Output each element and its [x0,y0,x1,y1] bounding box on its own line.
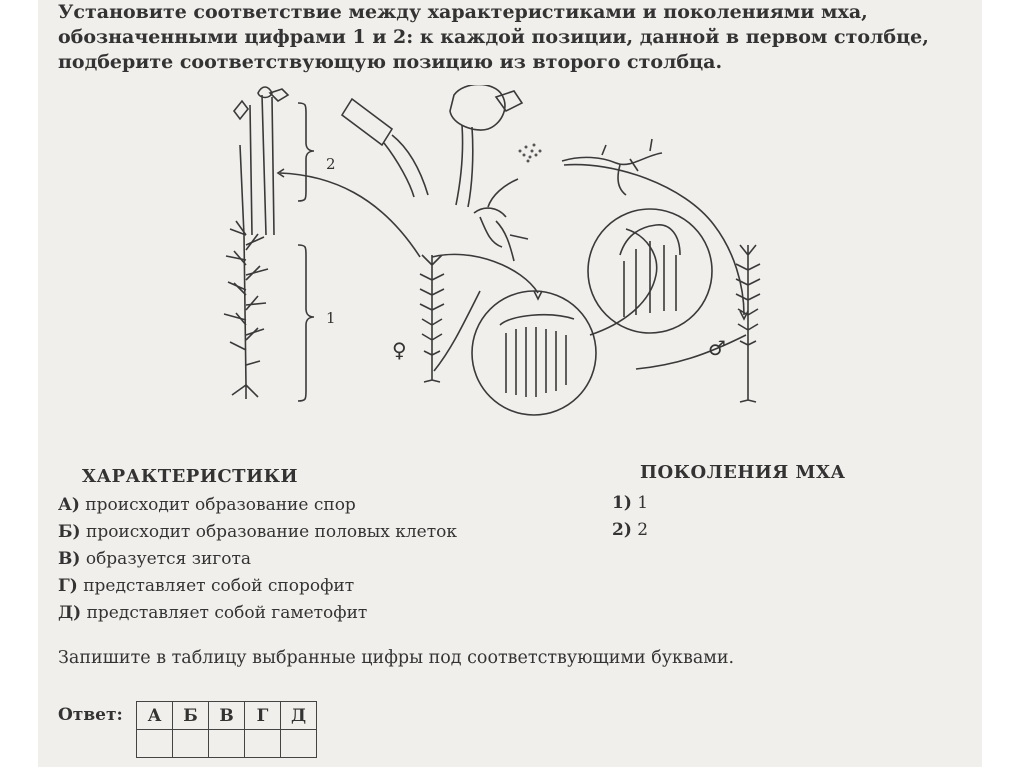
list-item: Г) представляет собой спорофит [58,576,355,596]
cycle-arrows [278,165,748,371]
list-item: 1) 1 [612,493,649,513]
bracket-generation-1 [298,245,314,401]
answer-label: Ответ: [58,705,123,725]
characteristics-heading: ХАРАКТЕРИСТИКИ [82,466,298,487]
answer-cell-a[interactable] [137,730,173,758]
answer-cell-v[interactable] [209,730,245,758]
male-symbol: ♂ [708,336,726,360]
answer-table [136,701,317,758]
answer-header-cell: Б [173,702,209,730]
generations-heading: ПОКОЛЕНИЯ МХА [640,462,846,483]
label-generation-2: 2 [326,155,336,173]
answer-header-cell: А [137,702,173,730]
archegonia-magnified [472,291,596,415]
male-gametophyte [736,245,760,402]
task-text [58,0,988,75]
antheridia-magnified [588,209,712,333]
list-item: Б) происходит образование половых клеток [58,522,457,542]
protonema [562,139,662,195]
list-item: В) образуется зигота [58,549,251,569]
spore-capsules [342,85,522,207]
moss-plant-with-sporophytes [224,87,288,399]
answer-header-row [137,702,317,730]
answer-header-cell: Д [281,702,317,730]
answer-header-cell: В [209,702,245,730]
label-generation-1: 1 [326,309,336,327]
task-line-1: Установите соответствие между характеристиками и поколениями мха, [58,1,868,23]
germinating-spore [474,208,528,261]
characteristics-list [58,492,457,627]
answer-cell-d[interactable] [281,730,317,758]
list-item: Д) представляет собой гаметофит [58,603,368,623]
female-symbol: ♀ [392,338,407,362]
answer-cell-g[interactable] [245,730,281,758]
bracket-generation-2 [298,103,314,201]
spores [519,144,542,163]
answer-cell-b[interactable] [173,730,209,758]
answer-header-cell: Г [245,702,281,730]
generations-list [612,490,648,544]
answer-input-row [137,730,317,758]
list-item: 2) 2 [612,520,649,540]
instruction-text: Запишите в таблицу выбранные цифры под соответствующими буквами. [58,648,735,668]
list-item: А) происходит образование спор [58,495,356,515]
task-line-3: подберите соответствующую позицию из второго столбца. [58,51,723,73]
moss-life-cycle-figure [210,85,790,425]
task-line-2: обозначенными цифрами 1 и 2: к каждой позиции, данной в первом столбце, [58,26,929,48]
